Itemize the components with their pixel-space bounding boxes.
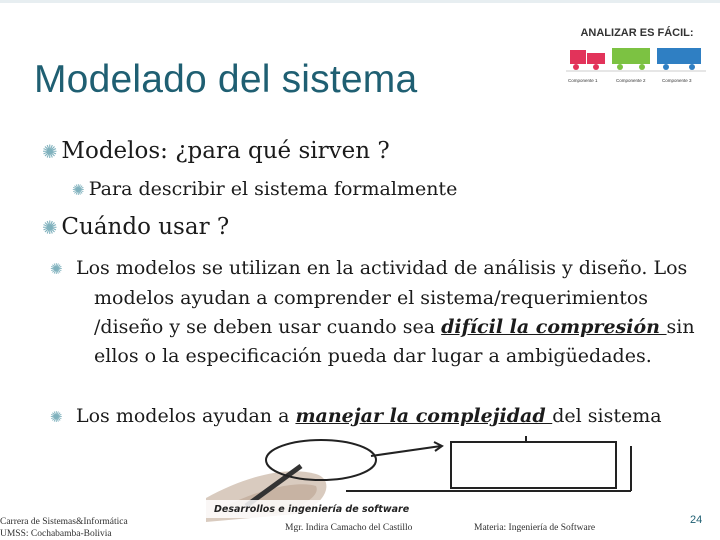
logo-caption-3: Componente 3 [662, 78, 692, 83]
logo-caption-1: Componente 1 [568, 78, 598, 83]
analizar-logo [566, 22, 708, 88]
bullet-complexity: ✺ Los modelos ayudan a manejar la complejidad del sistema [50, 405, 662, 427]
bullet-icon: ✺ [72, 181, 85, 199]
bullet-icon: ✺ [42, 218, 58, 239]
bullet-when-use: ✺ Cuándo usar ? [42, 214, 230, 240]
slide-title: Modelado del sistema [34, 58, 418, 101]
header-rule [0, 0, 720, 3]
emphasis-complejidad: manejar la complejidad [295, 405, 553, 427]
bullet-models-purpose: ✺ Modelos: ¿para qué sirven ? [42, 138, 390, 164]
bullet-icon: ✺ [42, 142, 58, 163]
footer-institution: Carrera de Sistemas&Informática UMSS: Cochabamba-Bolivia [0, 517, 128, 539]
logo-caption-2: Componente 2 [616, 78, 646, 83]
footer-course: Materia: Ingeniería de Software [474, 523, 596, 533]
logo-title: ANALIZAR ES FÁCIL: [580, 27, 694, 39]
emphasis-dificil: difícil la compresión [441, 316, 667, 338]
bullet-analysis-design: ✺ Los modelos se utilizan en la actividad de análisis y diseño. Los modelos ayudan a comprender el sistema/requerimientos /diseño y se deben usar cuando sea difícil la compresión sin ellos o la especificación pueda dar lugar a ambigüedades. [50, 257, 695, 367]
bullet-describe-system: ✺ Para describir el sistema formalmente [72, 178, 458, 200]
footer-author: Mgr. Indira Camacho del Castillo [285, 523, 413, 533]
illustration-caption: Desarrollos e ingeniería de software [214, 504, 410, 515]
page-number: 24 [690, 514, 703, 526]
train-icon [566, 40, 708, 80]
